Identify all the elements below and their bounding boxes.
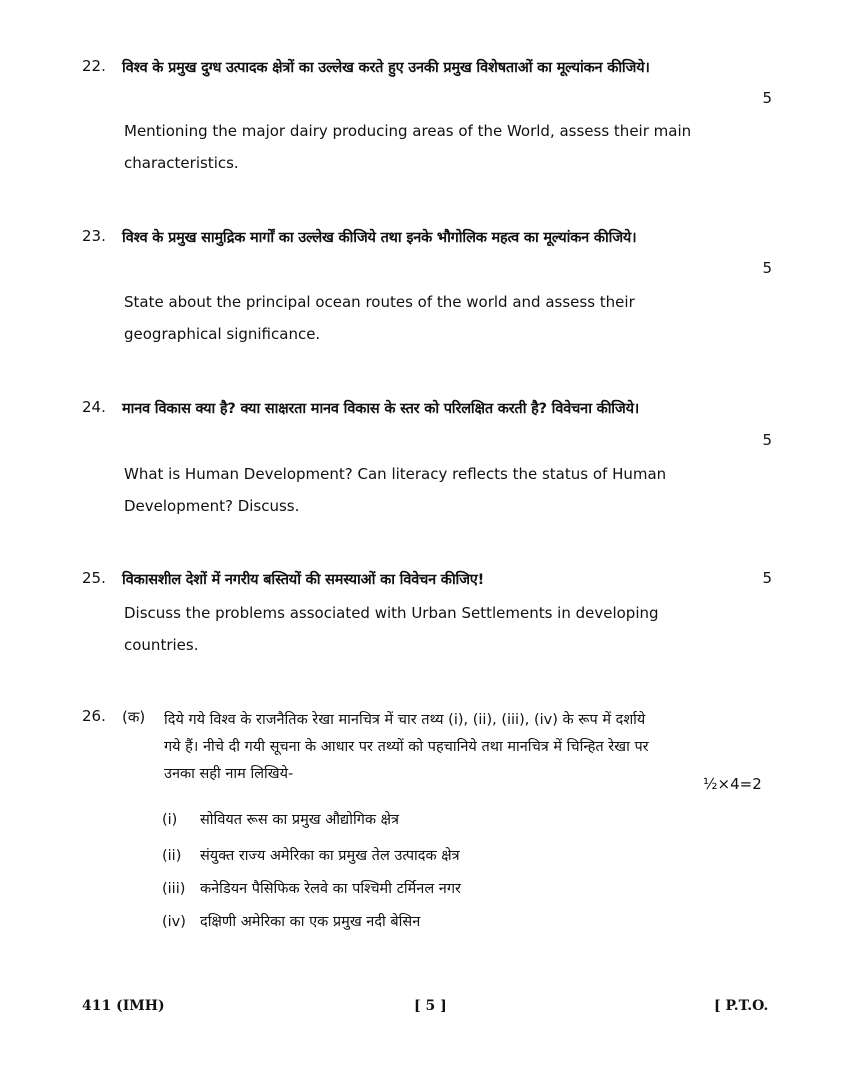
pto-label: [ P.T.O. xyxy=(714,998,769,1014)
option-text: सोवियत रूस का प्रमुख औद्योगिक क्षेत्र xyxy=(200,812,400,828)
question-hindi: विकासशील देशों में नगरीय बस्तियों की समस्याओं का विवेचन कीजिए! xyxy=(122,572,485,588)
question-number: 22. xyxy=(82,57,106,75)
question-english xyxy=(124,597,772,661)
option-roman: (iv) xyxy=(162,914,186,930)
english-line: countries. xyxy=(124,636,199,654)
question-hindi xyxy=(164,707,774,788)
option-text: कनेडियन पैसिफिक रेलवे का पश्चिमी टर्मिनल नगर xyxy=(200,881,461,897)
english-line: Mentioning the major dairy producing areas of the World, assess their main xyxy=(124,122,692,140)
english-line: geographical significance. xyxy=(124,325,321,343)
option-roman: (ii) xyxy=(162,848,182,864)
hindi-line: दिये गये विश्व के राजनैतिक रेखा मानचित्र में चार तथ्य (i), (ii), (iii), (iv) के रूप में दर्शाये xyxy=(164,712,646,728)
question-english xyxy=(124,115,772,179)
question-24 xyxy=(82,398,772,518)
english-line: characteristics. xyxy=(124,154,239,172)
english-line: Development? Discuss. xyxy=(124,497,300,515)
question-number: 24. xyxy=(82,398,106,416)
question-marks: 5 xyxy=(762,89,772,107)
question-marks: ½×4=2 xyxy=(703,775,762,793)
question-25 xyxy=(82,569,772,659)
english-line: What is Human Development? Can literacy reflects the status of Human xyxy=(124,465,667,483)
question-hindi: विश्व के प्रमुख सामुद्रिक मार्गों का उल्लेख कीजिये तथा इनके भौगोलिक महत्व का मूल्यांकन कीजिये। xyxy=(122,230,637,246)
question-hindi: विश्व के प्रमुख दुग्ध उत्पादक क्षेत्रों का उल्लेख करते हुए उनकी प्रमुख विशेषताओं का मूल्यांकन कीजिये। xyxy=(122,60,650,76)
option-text: दक्षिणी अमेरिका का एक प्रमुख नदी बेसिन xyxy=(200,914,421,930)
question-number: 25. xyxy=(82,569,106,587)
question-22 xyxy=(82,57,772,177)
option-iii xyxy=(162,878,461,898)
paper-code: 411 (IMH) xyxy=(82,998,165,1014)
question-part-label: (क) xyxy=(122,708,146,726)
option-text: संयुक्त राज्य अमेरिका का प्रमुख तेल उत्पादक क्षेत्र xyxy=(200,848,460,864)
hindi-line: गये हैं। नीचे दी गयी सूचना के आधार पर तथ्यों को पहचानिये तथा मानचित्र में चिन्हित रेखा पर xyxy=(164,739,649,755)
question-hindi: मानव विकास क्या है? क्या साक्षरता मानव विकास के स्तर को परिलक्षित करती है? विवेचना कीजिये। xyxy=(122,401,640,417)
option-ii xyxy=(162,845,460,865)
english-line: Discuss the problems associated with Urban Settlements in developing xyxy=(124,604,659,622)
question-23 xyxy=(82,227,772,347)
english-line: State about the principal ocean routes of the world and assess their xyxy=(124,293,635,311)
question-number: 23. xyxy=(82,227,106,245)
question-marks: 5 xyxy=(762,431,772,449)
question-number: 26. xyxy=(82,707,106,725)
question-marks: 5 xyxy=(762,569,772,587)
option-i xyxy=(162,809,399,829)
question-marks: 5 xyxy=(762,259,772,277)
option-iv xyxy=(162,911,420,931)
question-english xyxy=(124,458,772,522)
option-roman: (i) xyxy=(162,812,178,828)
hindi-line: उनका सही नाम लिखिये- xyxy=(164,766,294,782)
page-number: [ 5 ] xyxy=(414,998,447,1014)
option-roman: (iii) xyxy=(162,881,186,897)
question-english xyxy=(124,286,772,350)
